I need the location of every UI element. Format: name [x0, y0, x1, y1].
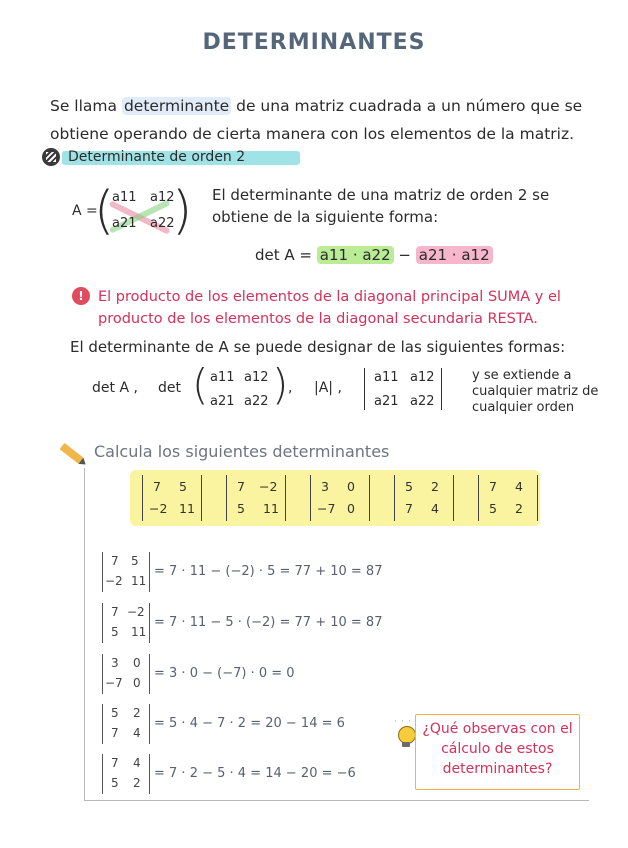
section-label: Determinante de orden 2 [68, 149, 246, 165]
problems-band [130, 470, 540, 526]
intro-paragraph [50, 92, 595, 148]
matrix-a [94, 181, 219, 242]
formula-lhs: det A = [255, 246, 317, 264]
intro-before: Se llama [50, 97, 122, 115]
notation-det: det [158, 380, 181, 396]
solution-cell: 11 [131, 574, 147, 588]
problem-cell: 5 [237, 501, 245, 516]
solution-cell: 0 [133, 676, 141, 690]
solution-cell: 2 [133, 706, 141, 720]
solution-cell: 2 [133, 776, 141, 790]
matrix-a-cell-12: a12 [150, 190, 175, 205]
determinant-formula [255, 246, 493, 264]
lightbulb-rays: · · · [394, 717, 412, 726]
problem-cell: 3 [321, 479, 329, 494]
notation-comma: , [288, 380, 293, 396]
notation-forms [92, 360, 612, 416]
problem-cell: −7 [317, 501, 336, 516]
notation-note: y se extiende a cualquier matriz de cualquier orden [472, 368, 599, 415]
problem-cell: 4 [515, 479, 523, 494]
pencil-icon [60, 443, 84, 464]
problem-cell: −2 [259, 479, 278, 494]
problem-cell: 0 [347, 479, 355, 494]
solution-determinant [102, 603, 150, 643]
warning-icon: ! [72, 287, 90, 305]
problem-cell: 5 [179, 479, 187, 494]
lightbulb-icon [394, 717, 414, 746]
solution-expression: = 7 · 2 − 5 · 4 = 14 − 20 = −6 [154, 766, 356, 781]
notation-right-paren: ) [272, 360, 289, 409]
solution-expression: = 5 · 4 − 7 · 2 = 20 − 14 = 6 [154, 716, 345, 731]
notation-p-22: a22 [244, 394, 269, 409]
exercise-frame-bottom [84, 800, 589, 801]
page-title: DETERMINANTES [202, 30, 426, 55]
problem-cell: 5 [405, 479, 413, 494]
notation-lead: El determinante de A se puede designar de las siguientes formas: [70, 338, 566, 356]
solution-cell: 0 [133, 656, 141, 670]
problem-cell: 2 [431, 479, 439, 494]
solution-cell: 5 [131, 554, 139, 568]
problem-determinant [226, 475, 286, 521]
problem-cell: 7 [489, 479, 497, 494]
problem-cell: 2 [515, 501, 523, 516]
problem-cell: 7 [237, 479, 245, 494]
solution-cell: 3 [111, 656, 119, 670]
notation-det-a: det A , [92, 380, 138, 396]
solution-determinant [102, 552, 150, 592]
exercise-heading [60, 440, 390, 466]
matrix-a-cell-11: a11 [112, 190, 137, 205]
solution-cell: 5 [111, 706, 119, 720]
solution-cell: 7 [111, 605, 119, 619]
solution-cell: −7 [105, 676, 123, 690]
problem-determinant [142, 475, 202, 521]
problem-cell: 11 [263, 501, 279, 516]
solution-cell: 5 [111, 776, 119, 790]
problem-determinant [394, 475, 454, 521]
problem-cell: −2 [149, 501, 168, 516]
intro-term: determinante [123, 97, 230, 115]
solution-cell: 7 [111, 554, 119, 568]
intro-after: de una matriz cuadrada a un número que se obtiene operando de cierta manera con los elementos de la matriz. [50, 97, 583, 143]
problem-cell: 0 [347, 501, 355, 516]
matrix-a-label: A = [72, 203, 98, 219]
notation-b-11: a11 [374, 370, 399, 385]
problem-cell: 7 [405, 501, 413, 516]
notation-b-12: a12 [410, 370, 435, 385]
striped-circle-icon [42, 148, 60, 166]
problem-cell: 4 [431, 501, 439, 516]
matrix-a-cell-21: a21 [112, 216, 137, 231]
notation-b-22: a22 [410, 394, 435, 409]
notation-p-11: a11 [210, 370, 235, 385]
solution-determinant [102, 654, 150, 694]
formula-main-term: a11 · a22 [317, 246, 394, 264]
solution-cell: 7 [111, 756, 119, 770]
warning-note [72, 286, 602, 330]
solution-cell: 4 [133, 726, 141, 740]
notation-p-21: a21 [210, 394, 235, 409]
formula-secondary-term: a21 · a12 [416, 246, 493, 264]
question-box: ¿Qué observas con el cálculo de estos determinantes? [415, 714, 580, 790]
solution-expression: = 7 · 11 − 5 · (−2) = 77 + 10 = 87 [154, 615, 383, 630]
notation-left-paren: ( [192, 360, 209, 409]
order2-description: El determinante de una matriz de orden 2 se obtiene de la siguiente forma: [212, 186, 550, 226]
solution-cell: −2 [127, 605, 145, 619]
notation-p-12: a12 [244, 370, 269, 385]
solution-cell: 11 [131, 625, 147, 639]
solution-cell: 4 [133, 756, 141, 770]
matrix-a-cell-22: a22 [150, 216, 175, 231]
problem-cell: 7 [153, 479, 161, 494]
solution-cell: 5 [111, 625, 119, 639]
problem-cell: 11 [179, 501, 195, 516]
notation-b-21: a21 [374, 394, 399, 409]
problem-determinant [478, 475, 538, 521]
formula-minus: − [393, 246, 416, 264]
warning-text: El producto de los elementos de la diagonal principal SUMA y el producto de los elementos de la diagonal secundaria RESTA. [98, 289, 561, 327]
problem-cell: 5 [489, 501, 497, 516]
problem-determinant [310, 475, 370, 521]
exercise-frame-left [84, 468, 85, 800]
right-paren: ) [172, 181, 193, 241]
solution-cell: 7 [111, 726, 119, 740]
solution-determinant [102, 754, 150, 794]
notation-abs-a: |A| , [314, 380, 342, 396]
lightbulb-base [402, 742, 410, 747]
solution-expression: = 7 · 11 − (−2) · 5 = 77 + 10 = 87 [154, 564, 383, 579]
solution-determinant [102, 704, 150, 744]
solution-expression: = 3 · 0 − (−7) · 0 = 0 [154, 666, 295, 681]
solution-cell: −2 [105, 574, 123, 588]
exercise-title: Calcula los siguientes determinantes [94, 442, 390, 461]
left-paren: ( [94, 181, 115, 241]
